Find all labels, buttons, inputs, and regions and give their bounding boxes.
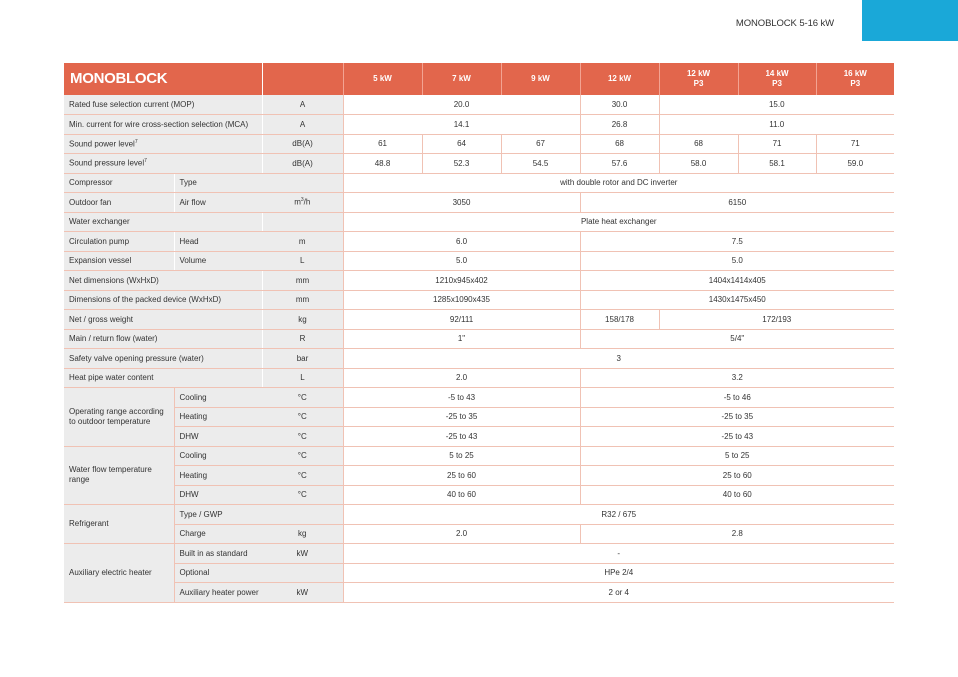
cell-value: R32 / 675 — [343, 505, 894, 525]
row-label: Main / return flow (water) — [64, 329, 262, 349]
cell-value: 5.0 — [580, 251, 894, 271]
row-group-label: Auxiliary electric heater — [64, 544, 174, 603]
cell-value: 40 to 60 — [343, 485, 580, 505]
row-unit: °C — [262, 407, 343, 427]
table-row — [64, 232, 894, 252]
cell-value: 26.8 — [580, 115, 659, 135]
column-header: 14 kW P3 — [738, 63, 816, 95]
cell-value: -25 to 43 — [580, 427, 894, 447]
row-unit: R — [262, 329, 343, 349]
table-row — [64, 485, 894, 505]
row-unit: L — [262, 251, 343, 271]
cell-value: 52.3 — [422, 154, 501, 174]
table-row — [64, 212, 894, 232]
cell-value: 1404x1414x405 — [580, 271, 894, 291]
row-label: Water exchanger — [64, 212, 262, 232]
row-sublabel: DHW — [174, 427, 262, 447]
cell-value: 58.1 — [738, 154, 816, 174]
table-row — [64, 173, 894, 193]
table-row — [64, 251, 894, 271]
row-label: Outdoor fan — [64, 193, 174, 213]
row-sublabel: Heating — [174, 466, 262, 486]
row-label: Heat pipe water content — [64, 368, 262, 388]
table-row — [64, 154, 894, 174]
row-unit: $m^3/h$ — [262, 193, 343, 213]
row-sublabel: Cooling — [174, 388, 262, 408]
row-label: Dimensions of the packed device (WxHxD) — [64, 290, 262, 310]
cell-value: 92/111 — [343, 310, 580, 330]
row-sublabel: Air flow — [174, 193, 262, 213]
row-sublabel: Type / GWP — [174, 505, 262, 525]
row-label: Circulation pump — [64, 232, 174, 252]
row-unit: °C — [262, 485, 343, 505]
row-sublabel: Volume — [174, 251, 262, 271]
cell-value: 158/178 — [580, 310, 659, 330]
row-unit: °C — [262, 388, 343, 408]
page-header-label: MONOBLOCK 5-16 kW — [735, 18, 834, 29]
row-unit: A — [262, 115, 343, 135]
cell-value: 25 to 60 — [343, 466, 580, 486]
cell-value: -25 to 43 — [343, 427, 580, 447]
table-row — [64, 407, 894, 427]
column-header: 12 kW P3 — [659, 63, 738, 95]
cell-value: 1" — [343, 329, 580, 349]
table-row — [64, 349, 894, 369]
table-header-row — [64, 63, 894, 95]
row-unit — [262, 563, 343, 583]
cell-value: 5 to 25 — [580, 446, 894, 466]
cell-value: -5 to 43 — [343, 388, 580, 408]
table-row — [64, 388, 894, 408]
cell-value: 6150 — [580, 193, 894, 213]
row-unit: bar — [262, 349, 343, 369]
corner-accent-tab — [862, 0, 958, 41]
table-row — [64, 115, 894, 135]
row-unit: dB(A) — [262, 154, 343, 174]
row-unit: mm — [262, 290, 343, 310]
table-row — [64, 290, 894, 310]
cell-value: 3 — [343, 349, 894, 369]
cell-value: 5.0 — [343, 251, 580, 271]
cell-value: 71 — [738, 134, 816, 154]
table-row — [64, 329, 894, 349]
cell-value: 48.8 — [343, 154, 422, 174]
cell-value: 2.0 — [343, 524, 580, 544]
table-row — [64, 310, 894, 330]
table-row — [64, 95, 894, 115]
row-unit: mm — [262, 271, 343, 291]
row-unit: kg — [262, 310, 343, 330]
cell-value: 68 — [659, 134, 738, 154]
table-row — [64, 563, 894, 583]
row-sublabel: Type — [174, 173, 262, 193]
row-sublabel: Optional — [174, 563, 262, 583]
row-sublabel: Head — [174, 232, 262, 252]
cell-value: 68 — [580, 134, 659, 154]
row-sublabel: Auxiliary heater power — [174, 583, 262, 603]
row-unit: kW — [262, 544, 343, 564]
row-label: Net / gross weight — [64, 310, 262, 330]
row-label: Expansion vessel — [64, 251, 174, 271]
row-label: Min. current for wire cross-section selection (MCA) — [64, 115, 262, 135]
column-header: 12 kW — [580, 63, 659, 95]
cell-value: 61 — [343, 134, 422, 154]
cell-value: 6.0 — [343, 232, 580, 252]
table-row — [64, 368, 894, 388]
row-group-label: Refrigerant — [64, 505, 174, 544]
cell-value: 14.1 — [343, 115, 580, 135]
row-sublabel: Heating — [174, 407, 262, 427]
cell-value: 5/4" — [580, 329, 894, 349]
row-unit — [262, 212, 343, 232]
row-unit: kW — [262, 583, 343, 603]
cell-value: 2.8 — [580, 524, 894, 544]
cell-value: -5 to 46 — [580, 388, 894, 408]
row-unit: m — [262, 232, 343, 252]
cell-value: 1430x1475x450 — [580, 290, 894, 310]
cell-value: -25 to 35 — [580, 407, 894, 427]
table-row — [64, 524, 894, 544]
cell-value: 59.0 — [816, 154, 894, 174]
cell-value: 1210x945x402 — [343, 271, 580, 291]
row-unit: °C — [262, 427, 343, 447]
spec-table — [64, 63, 894, 603]
cell-value: Plate heat exchanger — [343, 212, 894, 232]
cell-value: with double rotor and DC inverter — [343, 173, 894, 193]
cell-value: 54.5 — [501, 154, 580, 174]
table-row — [64, 446, 894, 466]
cell-value: 172/193 — [659, 310, 894, 330]
row-label: Compressor — [64, 173, 174, 193]
cell-value: 71 — [816, 134, 894, 154]
table-row — [64, 505, 894, 525]
row-group-label: Operating range according to outdoor temperature — [64, 388, 174, 447]
column-header: 16 kW P3 — [816, 63, 894, 95]
cell-value: 58.0 — [659, 154, 738, 174]
row-group-label: Water flow temperature range — [64, 446, 174, 505]
cell-value: 30.0 — [580, 95, 659, 115]
cell-value: HPe 2/4 — [343, 563, 894, 583]
row-unit: L — [262, 368, 343, 388]
cell-value: 25 to 60 — [580, 466, 894, 486]
row-sublabel: DHW — [174, 485, 262, 505]
cell-value: 20.0 — [343, 95, 580, 115]
cell-value: 2.0 — [343, 368, 580, 388]
table-row — [64, 271, 894, 291]
cell-value: 7.5 — [580, 232, 894, 252]
row-unit — [262, 173, 343, 193]
row-unit — [262, 505, 343, 525]
cell-value: 1285x1090x435 — [343, 290, 580, 310]
cell-value: 40 to 60 — [580, 485, 894, 505]
cell-value: 3.2 — [580, 368, 894, 388]
row-label: Rated fuse selection current (MOP) — [64, 95, 262, 115]
row-label: Safety valve opening pressure (water) — [64, 349, 262, 369]
cell-value: 3050 — [343, 193, 580, 213]
table-title: MONOBLOCK — [64, 63, 262, 95]
row-unit: °C — [262, 446, 343, 466]
table-row — [64, 427, 894, 447]
cell-value: 57.6 — [580, 154, 659, 174]
row-unit: dB(A) — [262, 134, 343, 154]
cell-value: 67 — [501, 134, 580, 154]
cell-value: 64 — [422, 134, 501, 154]
row-label: Sound pressure level$^7$ — [64, 154, 262, 174]
cell-value: 15.0 — [659, 95, 894, 115]
cell-value: 2 or 4 — [343, 583, 894, 603]
column-header: 5 kW — [343, 63, 422, 95]
row-unit: kg — [262, 524, 343, 544]
cell-value: -25 to 35 — [343, 407, 580, 427]
cell-value: - — [343, 544, 894, 564]
table-row — [64, 583, 894, 603]
table-row — [64, 134, 894, 154]
table-row — [64, 544, 894, 564]
row-unit: °C — [262, 466, 343, 486]
row-label: Sound power level$^7$ — [64, 134, 262, 154]
column-header: 9 kW — [501, 63, 580, 95]
row-label: Net dimensions (WxHxD) — [64, 271, 262, 291]
row-sublabel: Cooling — [174, 446, 262, 466]
header-unit-cell — [262, 63, 343, 95]
table-row — [64, 193, 894, 213]
row-unit: A — [262, 95, 343, 115]
cell-value: 5 to 25 — [343, 446, 580, 466]
row-sublabel: Built in as standard — [174, 544, 262, 564]
cell-value: 11.0 — [659, 115, 894, 135]
table-row — [64, 466, 894, 486]
column-header: 7 kW — [422, 63, 501, 95]
row-sublabel: Charge — [174, 524, 262, 544]
